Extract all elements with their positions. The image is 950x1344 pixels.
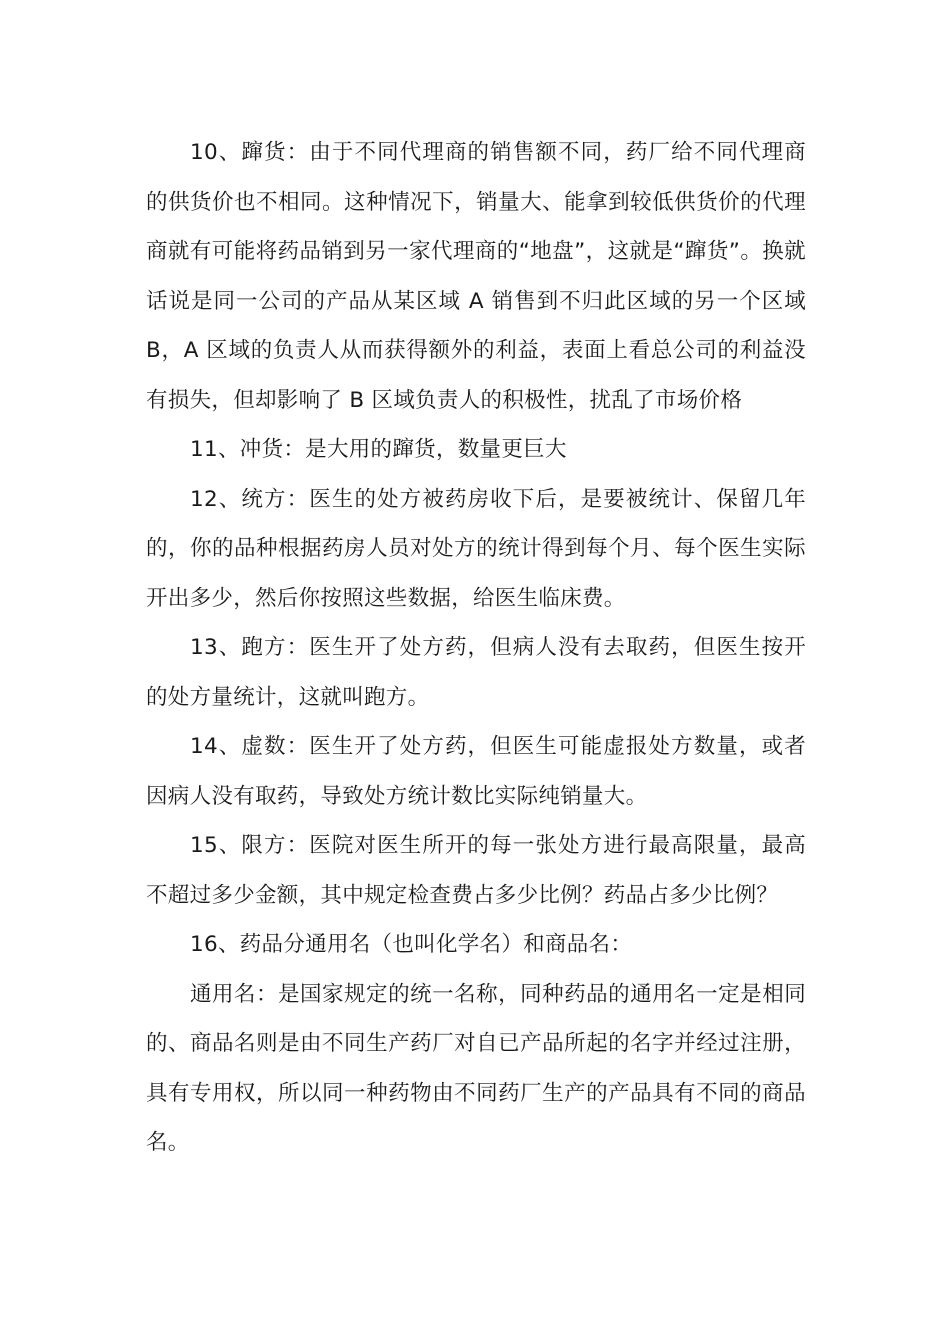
paragraph-15-xianfang: 15、限方：医院对医生所开的每一张处方进行最高限量，最高不超过多少金额，其中规定检查费占多少比例？药品占多少比例？ xyxy=(146,833,806,908)
paragraph-14-xushu: 14、虚数：医生开了处方药，但医生可能虚报处方数量，或者因病人没有取药，导致处方统计数比实际纯销量大。 xyxy=(146,734,806,809)
paragraph-12-tongfang: 12、统方：医生的处方被药房收下后，是要被统计、保留几年的，你的品种根据药房人员对处方的统计得到每个月、每个医生实际开出多少，然后你按照这些数据，给医生临床费。 xyxy=(146,486,806,611)
paragraph-generic-name: 通用名：是国家规定的统一名称，同种药品的通用名一定是相同的、商品名则是由不同生产药厂对自已产品所起的名字并经过注册，具有专用权，所以同一种药物由不同药厂生产的产品具有不同的商品名。 xyxy=(146,981,806,1155)
paragraph-11-chonghuo: 11、冲货：是大用的蹿货，数量更巨大 xyxy=(190,437,567,462)
document-body xyxy=(146,128,806,1168)
paragraph-13-paofang: 13、跑方：医生开了处方药，但病人没有去取药，但医生按开的处方量统计，这就叫跑方。 xyxy=(146,635,806,710)
paragraph-16-drug-names: 16、药品分通用名（也叫化学名）和商品名： xyxy=(190,932,633,957)
paragraph-10-cuanhuo: 10、蹿货：由于不同代理商的销售额不同，药厂给不同代理商的供货价也不相同。这种情况下，销量大、能拿到较低供货价的代理商就有可能将药品销到另一家代理商的“地盘”，这就是“蹿货”。换就话说是同一公司的产品从某区域 A 销售到不归此区域的另一个区域 B，A 区域的负责人从而获得额外的利益，表面上看总公司的利益没有损失，但却影响了 B 区域负责人的积极性，扰乱了市场价格 xyxy=(146,140,806,413)
